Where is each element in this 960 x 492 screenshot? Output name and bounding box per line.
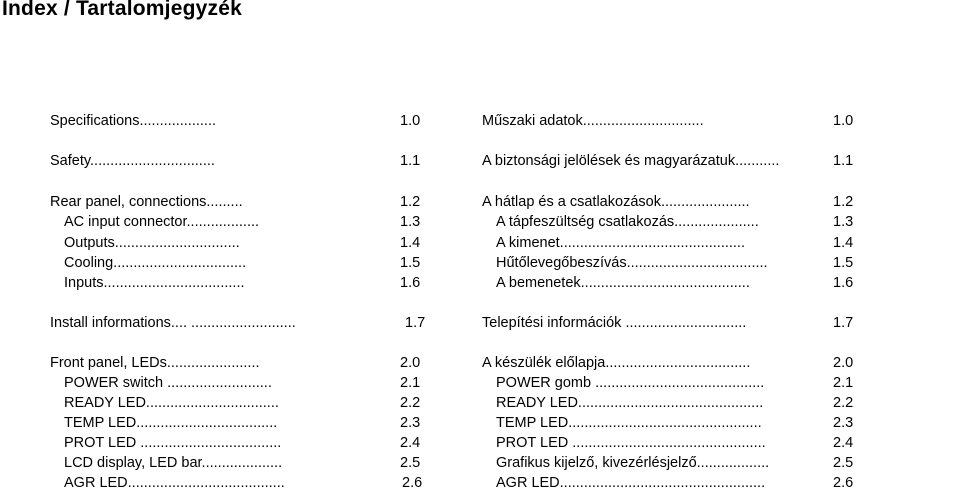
toc-entry-label: TEMP LED................................................	[496, 415, 762, 431]
toc-entry-label: Grafikus kijelző, kivezérlésjelző..................	[496, 455, 770, 471]
toc-entry-number: 2.1	[833, 375, 854, 391]
toc-entry-label: A hátlap és a csatlakozások......................	[482, 194, 750, 210]
toc-entry-label: AGR LED...................................................	[496, 475, 766, 491]
toc-entry-number: 1.3	[400, 214, 421, 230]
toc-entry-number: 2.2	[400, 395, 421, 411]
toc-entry-label: Install informations.... ..........................	[50, 315, 296, 331]
toc-left-column	[0, 0, 480, 491]
toc-entry-number: 1.6	[833, 275, 854, 291]
toc-entry-number: 1.0	[400, 113, 421, 129]
toc-entry-number: 1.5	[400, 255, 421, 271]
toc-entry-number: 2.5	[833, 455, 854, 471]
toc-entry-number: 1.2	[833, 194, 854, 210]
toc-entry-number: 1.2	[400, 194, 421, 210]
toc-entry-label: Műszaki adatok..............................	[482, 113, 704, 129]
toc-entry-label: Hűtőlevegőbeszívás...................................	[496, 255, 768, 271]
toc-entry-label: A biztonsági jelölések és magyarázatuk...........	[482, 153, 780, 169]
toc-entry-number: 1.7	[405, 315, 426, 331]
toc-entry-number: 2.3	[833, 415, 854, 431]
toc-entry-label: READY LED..............................................	[496, 395, 764, 411]
toc-entry-label: Rear panel, connections.........	[50, 194, 243, 210]
toc-entry-number: 1.0	[833, 113, 854, 129]
toc-entry-number: 2.5	[400, 455, 421, 471]
toc-entry-number: 2.0	[400, 355, 421, 371]
toc-entry-label: Front panel, LEDs.......................	[50, 355, 260, 371]
toc-entry-number: 2.4	[833, 435, 854, 451]
toc-entry-label: PROT LED ...................................	[64, 435, 282, 451]
toc-entry-number: 2.6	[833, 475, 854, 491]
toc-entry-number: 1.5	[833, 255, 854, 271]
toc-entry-number: 1.1	[400, 153, 421, 169]
toc-entry-number: 2.4	[400, 435, 421, 451]
toc-entry-number: 1.3	[833, 214, 854, 230]
toc-entry-number: 2.2	[833, 395, 854, 411]
page-title: Index / Tartalomjegyzék	[2, 0, 242, 20]
toc-entry-label: Inputs...................................	[64, 275, 245, 291]
toc-entry-label: POWER gomb ..........................................	[496, 375, 765, 391]
toc-right-column	[480, 0, 960, 491]
toc-entry-number: 1.1	[833, 153, 854, 169]
toc-entry-number: 1.4	[400, 235, 421, 251]
toc-entry-number: 2.0	[833, 355, 854, 371]
toc-entry-label: Telepítési információk ..............................	[482, 315, 747, 331]
toc-entry-number: 2.3	[400, 415, 421, 431]
toc-entry-label: A tápfeszültség csatlakozás.....................	[496, 214, 759, 230]
toc-entry-number: 2.6	[402, 475, 423, 491]
toc-entry-label: A kimenet..............................................	[496, 235, 745, 251]
toc-entry-label: Outputs...............................	[64, 235, 240, 251]
toc-entry-label: LCD display, LED bar....................	[64, 455, 283, 471]
toc-entry-label: Safety...............................	[50, 153, 215, 169]
toc-entry-label: Specifications...................	[50, 113, 217, 129]
toc-entry-label: AC input connector..................	[64, 214, 260, 230]
toc-entry-number: 1.4	[833, 235, 854, 251]
toc-entry-label: POWER switch ..........................	[64, 375, 272, 391]
toc-entry-number: 2.1	[400, 375, 421, 391]
toc-entry-label: A bemenetek..........................................	[496, 275, 750, 291]
toc-entry-label: Cooling.................................	[64, 255, 247, 271]
toc-entry-label: PROT LED ................................................	[496, 435, 766, 451]
toc-entry-label: AGR LED.......................................	[64, 475, 285, 491]
toc-entry-label: READY LED.................................	[64, 395, 279, 411]
toc-entry-label: TEMP LED...................................	[64, 415, 278, 431]
toc-entry-number: 1.7	[833, 315, 854, 331]
toc-entry-number: 1.6	[400, 275, 421, 291]
toc-entry-label: A készülék előlapja....................................	[482, 355, 751, 371]
